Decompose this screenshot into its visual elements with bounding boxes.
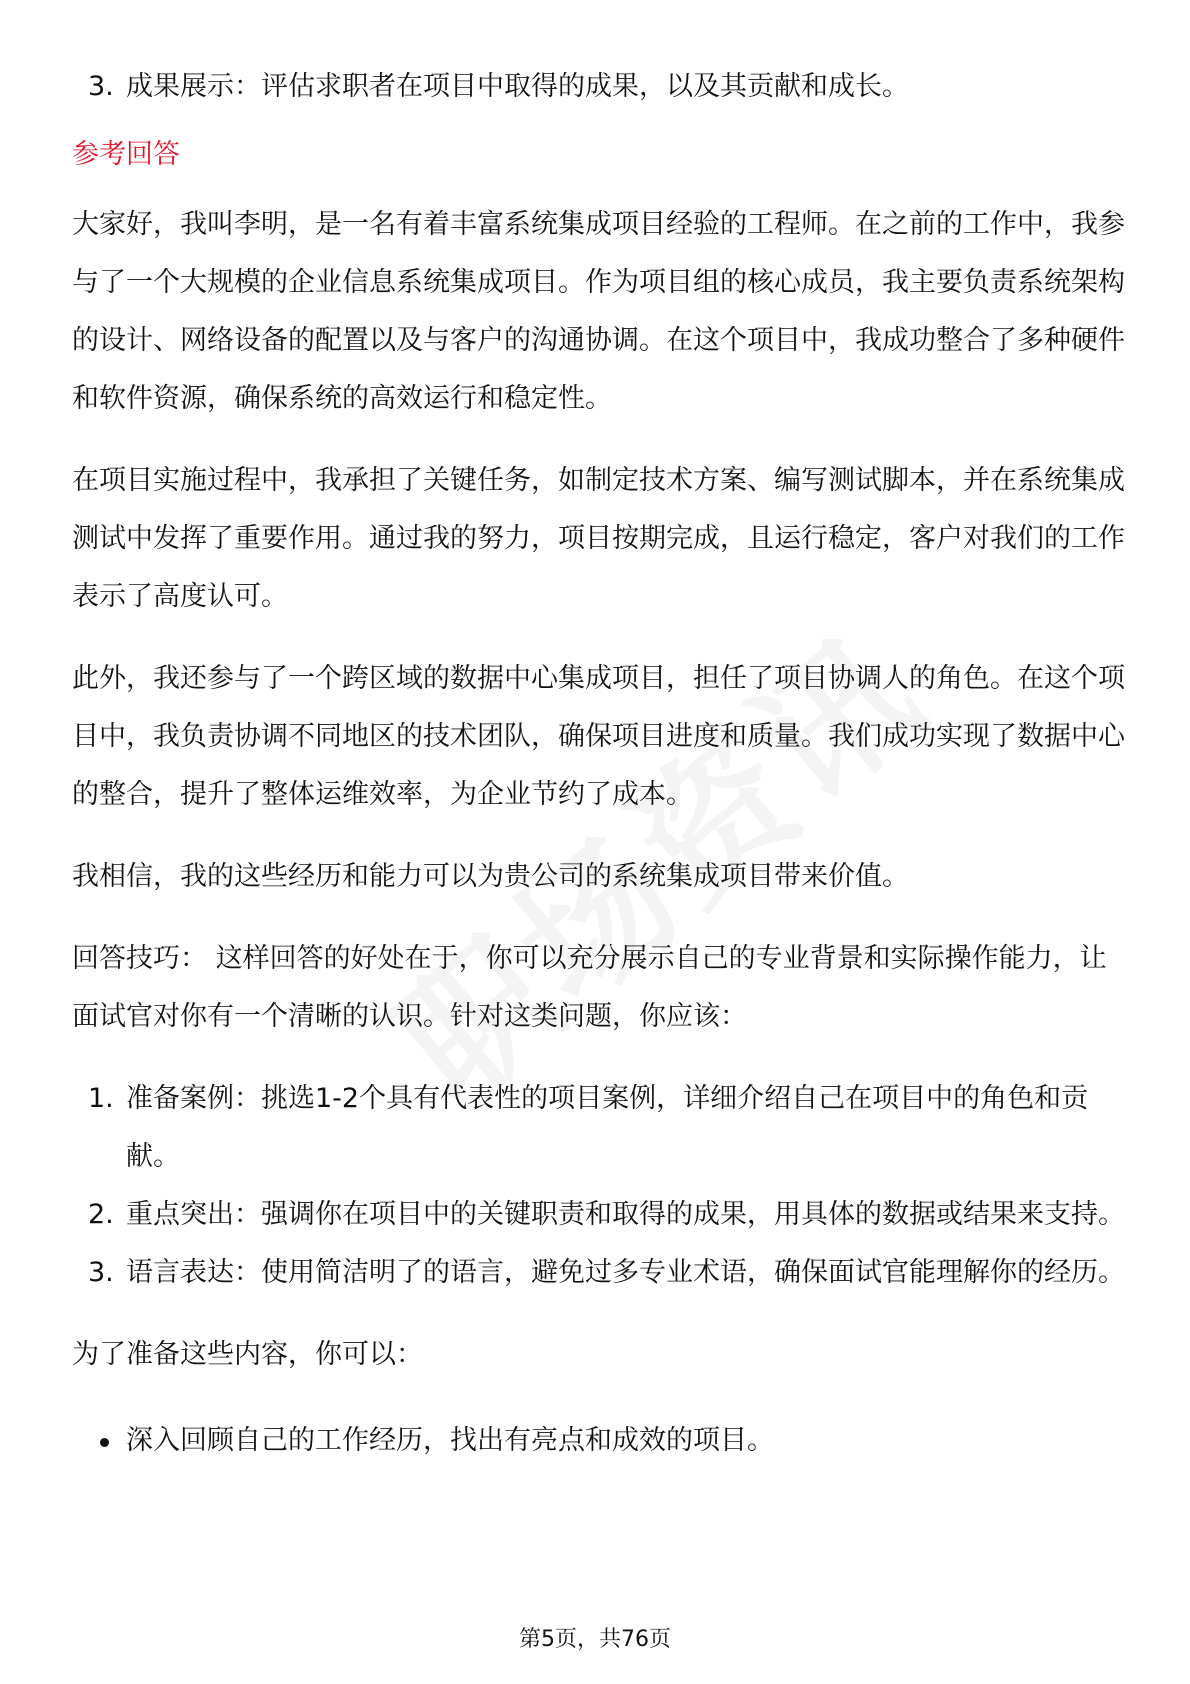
page-content <box>72 58 1128 1470</box>
paragraph: 为了准备这些内容，你可以： <box>72 1339 423 1370</box>
paragraph: 大家好，我叫李明，是一名有着丰富系统集成项目经验的工程师。在之前的工作中，我参与了一个大规模的企业信息系统集成项目。作为项目组的核心成员，我主要负责系统架构的设计、网络设备的配置以及与客户的沟通协调。在这个项目中，我成功整合了多种硬件和软件资源，确保系统的高效运行和稳定性。 <box>72 209 1125 414</box>
paragraph: 此外，我还参与了一个跨区域的数据中心集成项目，担任了项目协调人的角色。在这个项目中，我负责协调不同地区的技术团队，确保项目进度和质量。我们成功实现了数据中心的整合，提升了整体运维效率，为企业节约了成本。 <box>72 663 1125 810</box>
list-item <box>72 58 1128 116</box>
bullet-list <box>72 1412 1128 1470</box>
list-item-text: 准备案例：挑选1-2个具有代表性的项目案例，详细介绍自己在项目中的角色和贡献。 <box>126 1083 1089 1172</box>
list-number: 1. <box>88 1083 114 1114</box>
section-title: 参考回答 <box>72 139 180 170</box>
list-item <box>72 1070 1128 1186</box>
list-item <box>72 1244 1128 1302</box>
list-number: 2. <box>88 1199 114 1230</box>
tips-list <box>72 1070 1128 1302</box>
list-item-text: 重点突出：强调你在项目中的关键职责和取得的成果，用具体的数据或结果来支持。 <box>126 1199 1125 1230</box>
list-number: 3. <box>88 1257 114 1288</box>
list-item-text: 深入回顾自己的工作经历，找出有亮点和成效的项目。 <box>126 1425 774 1456</box>
paragraph: 我相信，我的这些经历和能力可以为贵公司的系统集成项目带来价值。 <box>72 861 909 892</box>
list-number: 3. <box>88 71 114 102</box>
list-item <box>72 1186 1128 1244</box>
bullet-icon <box>100 1438 109 1447</box>
list-item-text: 语言表达：使用简洁明了的语言，避免过多专业术语，确保面试官能理解你的经历。 <box>126 1257 1125 1288</box>
list-item-text: 成果展示：评估求职者在项目中取得的成果，以及其贡献和成长。 <box>126 71 909 102</box>
paragraph: 在项目实施过程中，我承担了关键任务，如制定技术方案、编写测试脚本，并在系统集成测试中发挥了重要作用。通过我的努力，项目按期完成，且运行稳定，客户对我们的工作表示了高度认可。 <box>72 465 1125 612</box>
list-item <box>72 1412 1128 1470</box>
page-number: 第5页，共76页 <box>519 1627 671 1652</box>
paragraph: 回答技巧： 这样回答的好处在于，你可以充分展示自己的专业背景和实际操作能力，让面试官对你有一个清晰的认识。针对这类问题，你应该： <box>72 943 1107 1032</box>
